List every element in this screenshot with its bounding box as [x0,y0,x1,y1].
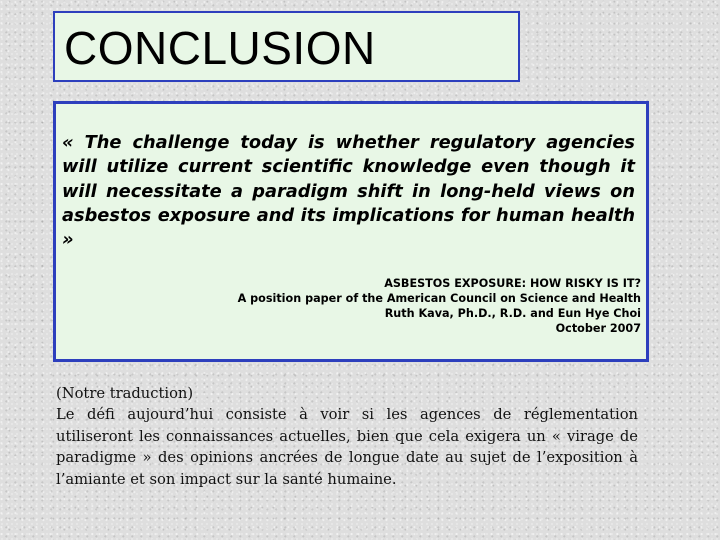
translation-text: Le défi aujourd’hui consiste à voir si les agences de réglementation utiliseront les connaissances actuelles, bien que cela exigera un « virage de paradigme » des opinions ancrées de longue date au sujet de l’exposition à l’amiante et son impact sur la santé humaine. [56,406,638,488]
quote-source [141,276,641,336]
source-organization: A position paper of the American Council on Science and Health [237,292,641,305]
source-date: October 2007 [555,322,641,335]
title-box [53,11,520,82]
translation-block [56,383,638,490]
source-authors: Ruth Kava, Ph.D., R.D. and Eun Hye Choi [384,307,641,320]
quote-box [53,101,649,362]
source-title: ASBESTOS EXPOSURE: HOW RISKY IS IT? [384,277,641,290]
slide-title: CONCLUSION [64,22,376,74]
translation-heading: (Notre traduction) [56,385,194,402]
quote-text: « The challenge today is whether regulatory agencies will utilize current scientific knowledge even though it will necessitate a paradigm shift in long-held views on asbestos exposure and its implications for human health » [62,132,635,251]
